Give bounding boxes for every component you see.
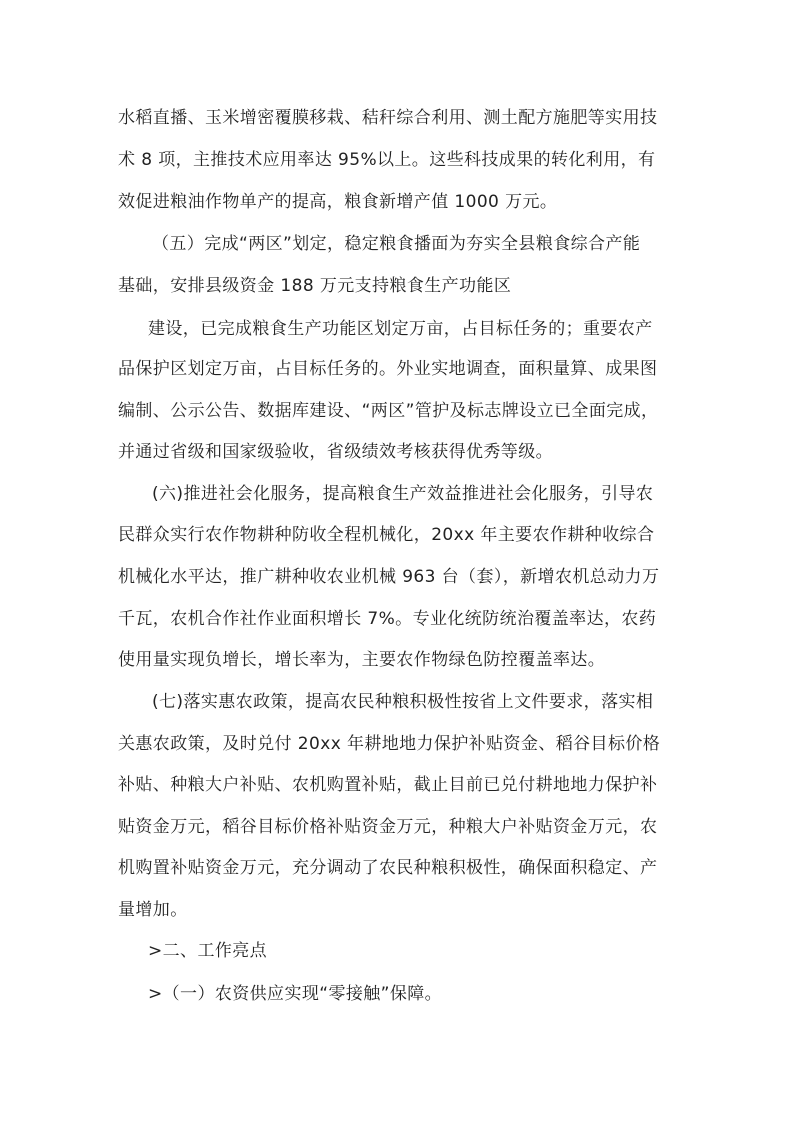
section-heading: >二、工作亮点 [148,941,268,961]
text-line: 编制、公示公告、数据库建设、“两区”管护及标志牌设立已全面完成， [118,401,659,421]
text-line: 千瓦，农机合作社作业面积增长 7%。专业化统防统治覆盖率达，农药 [118,609,657,629]
text-line: 民群众实行农作物耕种防收全程机械化，20xx 年主要农作耕种收综合 [118,525,655,545]
text-line: 机械化水平达，推广耕种收农业机械 963 台（套），新增农机总动力万 [118,567,660,587]
subsection-heading: >（一）农资供应实现“零接触”保障。 [148,984,443,1004]
text-line: 补贴、种粮大户补贴、农机购置补贴，截止目前已兑付耕地地力保护补 [118,775,658,795]
text-line: 贴资金万元，稻谷目标价格补贴资金万元，种粮大户补贴资金万元，农 [118,817,658,837]
text-line: （五）完成“两区”划定，稳定粮食播面为夯实全县粮食综合产能 [152,234,641,254]
text-line: 量增加。 [118,900,188,920]
text-line: 效促进粮油作物单产的提高，粮食新增产值 1000 万元。 [118,192,558,212]
text-line: 水稻直播、玉米增密覆膜移栽、秸秆综合利用、测土配方施肥等实用技 [118,108,658,128]
text-line: 基础，安排县级资金 188 万元支持粮食生产功能区 [118,276,512,296]
text-line: 建设，已完成粮食生产功能区划定万亩，占目标任务的；重要农产 [148,319,653,339]
text-line: 品保护区划定万亩，占目标任务的。外业实地调查，面积量算、成果图 [118,359,658,379]
text-line: 并通过省级和国家级验收，省级绩效考核获得优秀等级。 [118,442,553,462]
text-line: 关惠农政策，及时兑付 20xx 年耕地地力保护补贴资金、稻谷目标价格 [118,734,661,754]
text-line: 使用量实现负增长，增长率为，主要农作物绿色防控覆盖率达。 [118,650,606,670]
text-line: (七)落实惠农政策，提高农民种粮积极性按省上文件要求，落实相 [152,692,654,712]
text-line: (六)推进社会化服务，提高粮食生产效益推进社会化服务，引导农 [152,484,654,504]
text-line: 机购置补贴资金万元，充分调动了农民种粮积极性，确保面积稳定、产 [118,858,658,878]
text-line: 术 8 项，主推技术应用率达 95%以上。这些科技成果的转化利用，有 [118,150,656,170]
